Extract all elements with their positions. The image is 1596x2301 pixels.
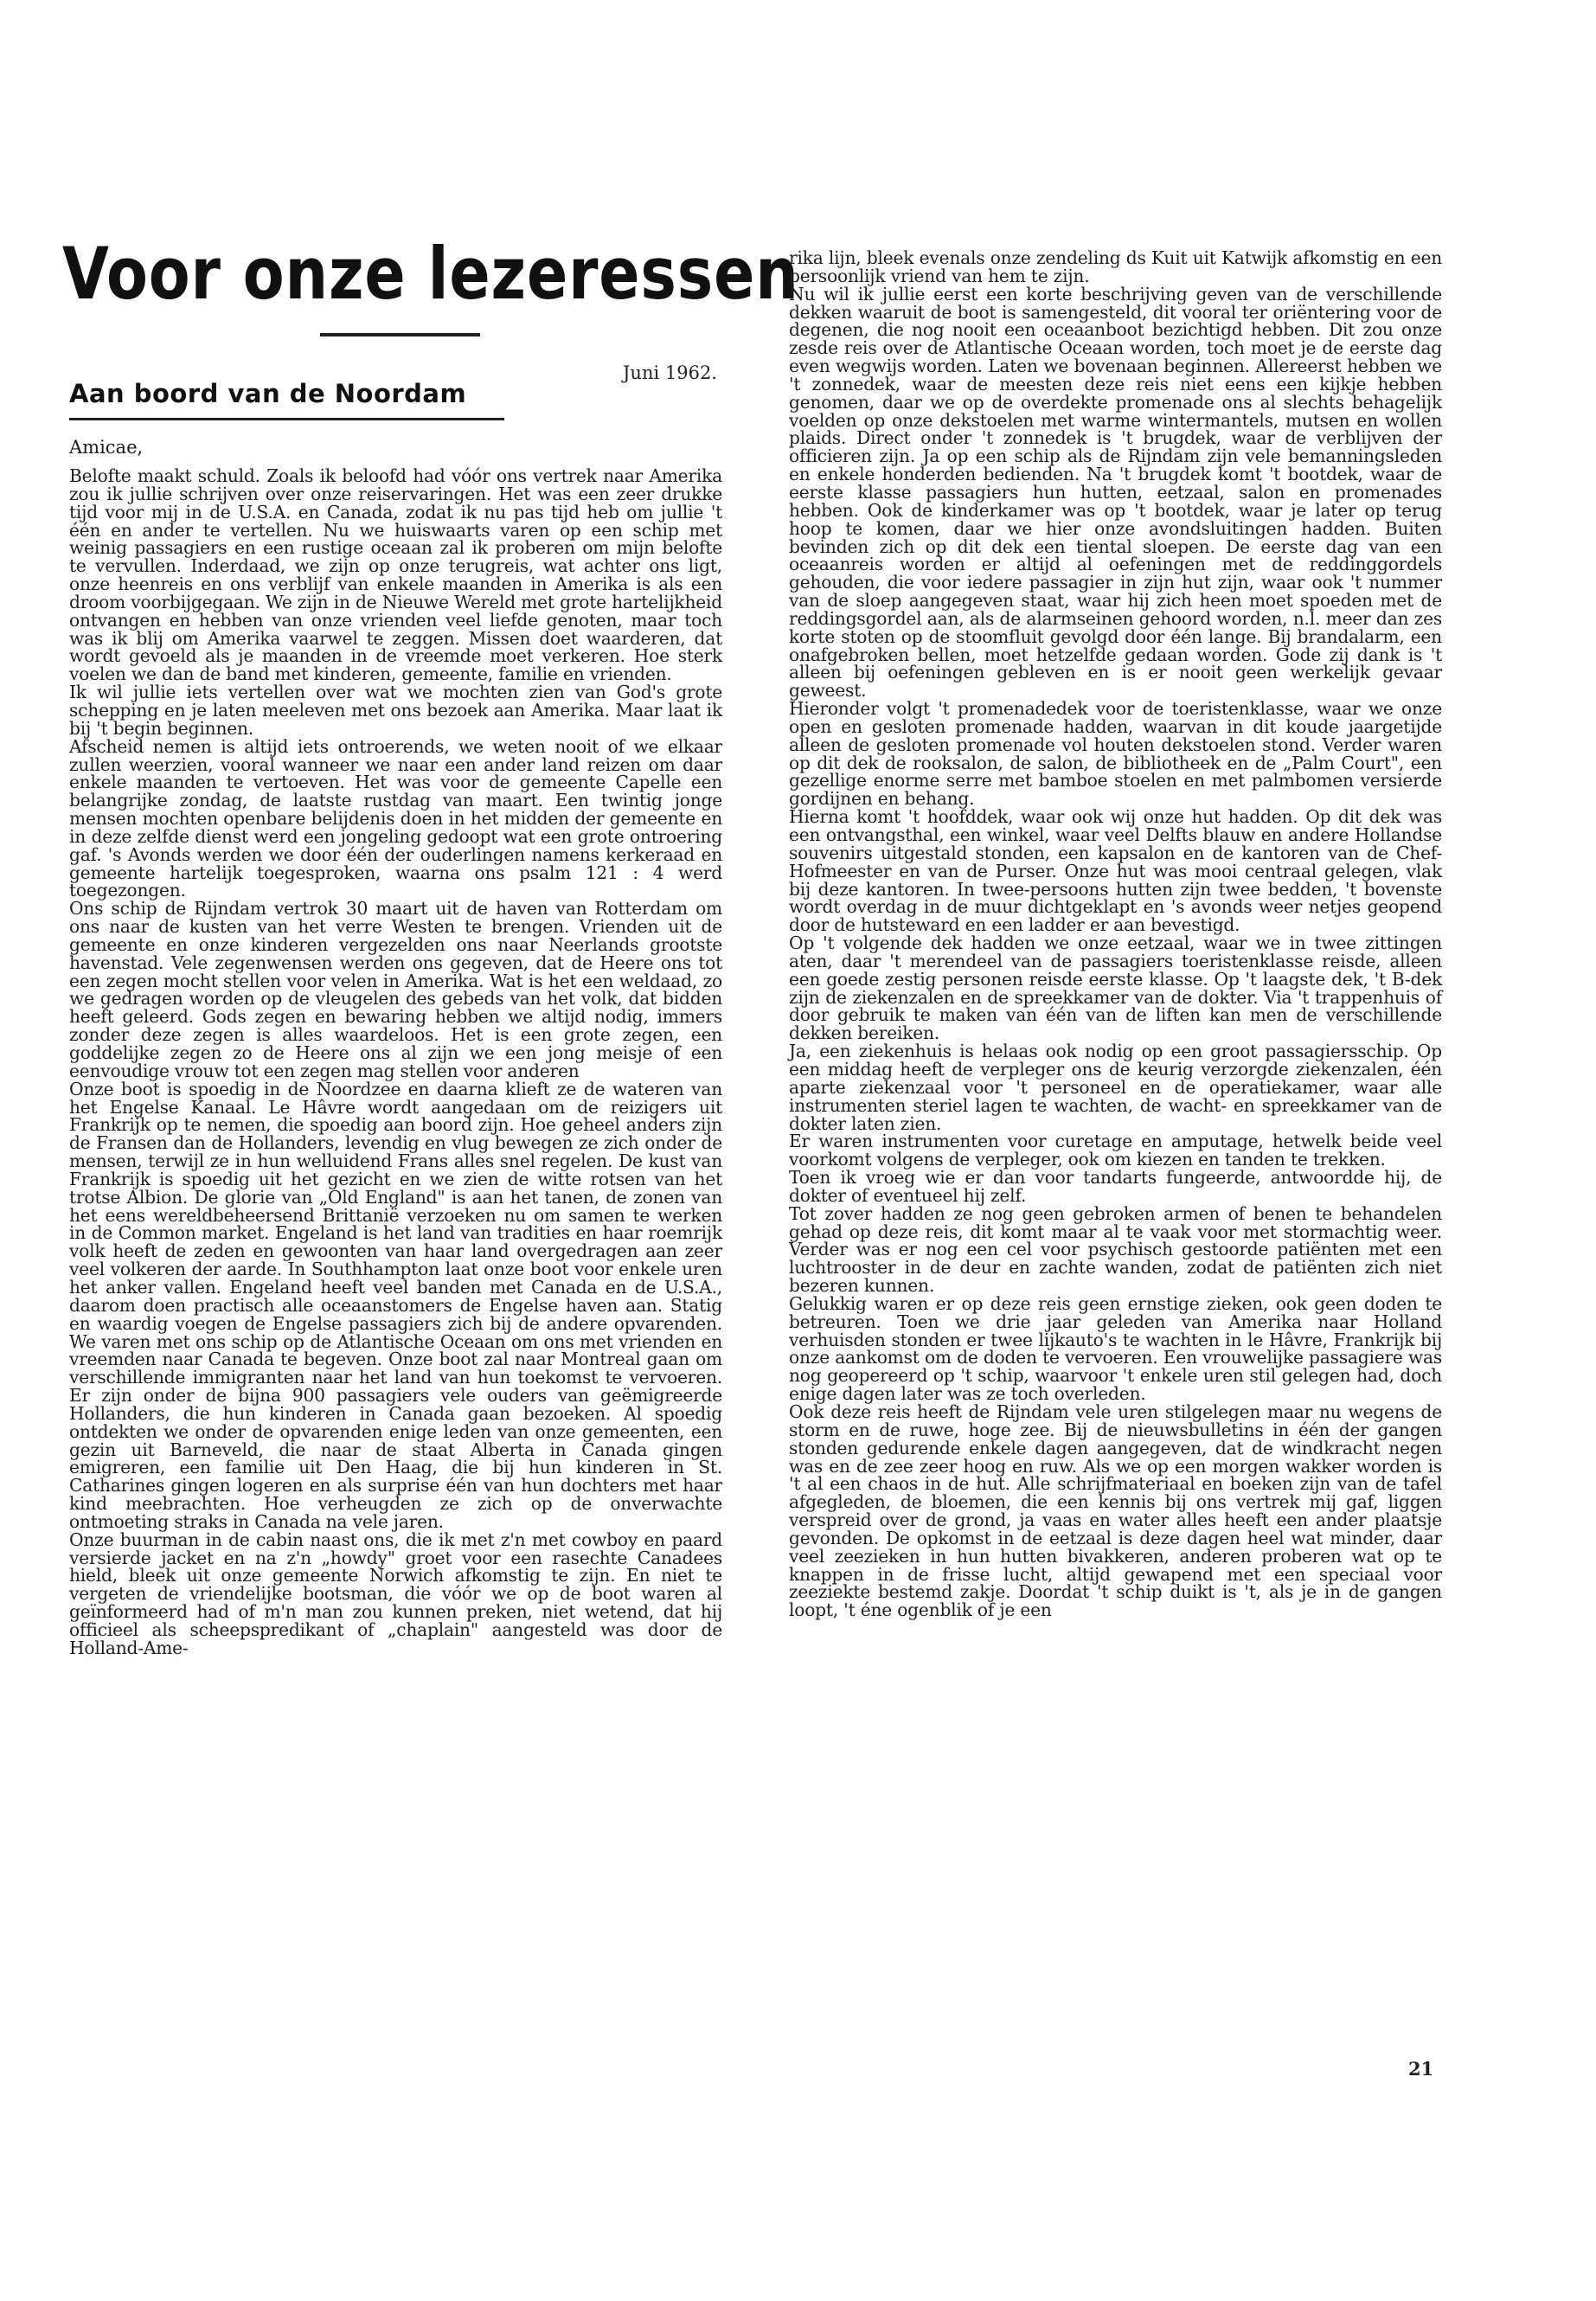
page-number: 21: [1408, 2058, 1434, 2080]
article-subtitle: Aan boord van de Noordam: [69, 379, 467, 408]
paragraph: Onze boot is spoedig in de Noordzee en daarna klieft ze de wateren van het Engelse Kanaal. Le Hâvre wordt aangedaan om de reizigers uit Frankrijk op te nemen, die spoedig aan boord zijn. Hoe geheel anders zijn de Fransen dan de Hollanders, levendig en vlug bewegen ze zich onder de mensen, terwijl ze in hun welluidend Frans alles snel regelen. De kust van Frankrijk is spoedig uit het gezicht en we zien de witte rotsen van het trotse Albion. De glorie van „Old England" is aan het tanen, de zonen van het eens wereldbeheersend Brittanië verzoeken nu om samen te werken in de Common market. Engeland is het land van tradities en haar roemrijk volk heeft de zeden en gewoonten van haar land overgedragen aan zeer veel volkeren der aarde. In Southhampton laat onze boot voor enkele uren het anker vallen. Engeland heeft veel banden met Canada en de U.S.A., daarom doen practisch alle oceaanstomers de Engelse haven aan. Statig en waardig voegen de Engelse passagiers zich bij de andere opvarenden. We varen met ons schip op de Atlantische Oceaan om ons met vrienden en vreemden naar Canada te begeven. Onze boot zal naar Montreal gaan om verschillende immigranten naar het land van hun toekomst te vervoeren. Er zijn onder de bijna 900 passagiers vele ouders van geëmigreerde Hollanders, die hun kinderen in Canada gaan bezoeken. Al spoedig ontdekten we onder de opvarenden enige leden van onze gemeenten, een gezin uit Barneveld, die naar de staat Alberta in Canada gingen emigreren, een familie uit Den Haag, die bij hun kinderen in St. Catharines gingen logeren en als surprise één van hun dochters met haar kind meebrachten. Hoe verheugden ze zich op de onverwachte ontmoeting straks in Canada na vele jaren.: [69, 1078, 722, 1532]
paragraph: Toen ik vroeg wie er dan voor tandarts fungeerde, antwoordde hij, de dokter of eventueel hij zelf.: [789, 1167, 1442, 1206]
paragraph: Tot zover hadden ze nog geen gebroken armen of benen te behandelen gehad op deze reis, dit komt maar al te vaak voor met stormachtig weer. Verder was er nog een cel voor psychisch gestoorde patiënten met een luchtrooster in de deur en zachte wanden, zodat de patiënten zich niet bezeren kunnen.: [789, 1202, 1442, 1297]
title-divider: [320, 333, 480, 336]
paragraph: Hierna komt 't hoofddek, waar ook wij onze hut hadden. Op dit dek was een ontvangsthal, een winkel, waar veel Delfts blauw en andere Hollandse souvenirs uitgestald stonden, een kapsalon en de kantoren van de Chef-Hofmeester en van de Purser. Onze hut was mooi centraal gelegen, vlak bij deze kantoren. In twee-persoons hutten zijn twee bedden, 't bovenste wordt overdag in de muur dichtgeklapt en 's avonds weer netjes geopend door de hutsteward en een ladder er aan bevestigd.: [789, 806, 1442, 936]
paragraph: Afscheid nemen is altijd iets ontroerends, we weten nooit of we elkaar zullen weerzien, vooral wanneer we naar een ander land reizen om daar enkele maanden te vertoeven. Het was voor de gemeente Capelle een belangrijke zondag, de laatste rustdag van maart. Een twintig jonge mensen mochten openbare belijdenis doen in het midden der gemeente en in deze zelfde dienst werd een jongeling gedoopt wat een grote ontroering gaf. 's Avonds werden we door één der ouderlingen namens kerkeraad en gemeente hartelijk toegesproken, waarna ons psalm 121 : 4 werd toegezongen.: [69, 735, 722, 901]
right-column: [789, 249, 1442, 1619]
left-column: [69, 467, 722, 1657]
paragraph: Onze buurman in de cabin naast ons, die ik met z'n met cowboy en paard versierde jacket en na z'n „howdy" groet voor een rasechte Canadees hield, bleek uit onze gemeente Norwich afkomstig te zijn. En niet te vergeten de vriendelijke bootsman, die vóór we op de boot waren al geïnformeerd had of m'n man zou kunnen preken, niet wetend, dat hij officieel als scheepspredikant of „chaplain" aangesteld was door de Holland-Ame-: [69, 1529, 722, 1658]
paragraph: Ja, een ziekenhuis is helaas ook nodig op een groot passagiersschip. Op een middag heeft de verpleger ons de keurig verzorgde ziekenzalen, één aparte ziekenzaal voor 't personeel en de operatiekamer, waar alle instrumenten steriel lagen te wachten, de wacht- en spreekkamer van de dokter laten zien.: [789, 1041, 1442, 1134]
paragraph: Op 't volgende dek hadden we onze eetzaal, waar we in twee zittingen aten, daar 't merendeel van de passagiers toeristenklasse reisde, alleen een goede zestig personen reisde eerste klasse. Op 't laagste dek, 't B-dek zijn de ziekenzalen en de spreekkamer van de dokter. Via 't trappenhuis of door gebruik te maken van één van de liften kan men de verschillende dekken bereiken.: [789, 933, 1442, 1044]
paragraph: Ook deze reis heeft de Rijndam vele uren stilgelegen maar nu wegens de storm en de ruwe, hoge zee. Bij de nieuwsbulletins in één der gangen stonden gedurende enkele dagen aangegeven, dat de windkracht negen was en de zee zeer hoog en ruw. Als we op een morgen wakker worden is 't al een chaos in de hut. Alle schrijfmateriaal en boeken zijn van de tafel afgegleden, de bloemen, die een kennis bij ons vertrek mij gaf, liggen verspreid over de grond, ja vaas en water alles heeft een ander plaatsje gevonden. De opkomst in de eetzaal is deze dagen heel wat minder, daar veel zeezieken in hun hutten bivakkeren, anderen proberen wat op te knappen in de frisse lucht, altijd gewapend met een speciaal voor zeeziekte bestemd zakje. Doordat 't schip duikt is 't, als je in de gangen loopt, 't éne ogenblik of je een: [789, 1401, 1442, 1621]
paragraph: Er waren instrumenten voor curetage en amputage, hetwelk beide veel voorkomt volgens de verpleger, ook om kiezen en tanden te trekken.: [789, 1131, 1442, 1170]
paragraph: rika lijn, bleek evenals onze zendeling ds Kuit uit Katwijk afkomstig en een persoonlijk vriend van hem te zijn.: [789, 247, 1442, 286]
subtitle-underline: [69, 418, 504, 420]
paragraph: Nu wil ik jullie eerst een korte beschrijving geven van de verschillende dekken waaruit de boot is samengesteld, dit vooral ter oriëntering voor de degenen, die nog nooit een oceaanboot bezichtigd hebben. Dit zou onze zesde reis over de Atlantische Oceaan worden, toch moet je de eerste dag even wegwijs worden. Laten we bovenaan beginnen. Allereerst hebben we 't zonnedek, waar de meesten deze reis niet eens een kijkje hebben genomen, daar we op de overdekte promenade ons al slechts behagelijk voelden op onze dekstoelen met warme wintermantels, mutsen en wollen plaids. Direct onder 't zonnedek is 't brugdek, waar de verblijven der officieren zijn. Ja op een schip als de Rijndam zijn vele bemanningsleden en enkele honderden bedienden. Na 't brugdek komt 't bootdek, waar de eerste klasse passagiers hun hutten, eetzaal, salon en promenades hebben. Ook de kinderkamer was op 't bootdek, waar je later op terug hoop te komen, daar we hier onze avondsluitingen hadden. Buiten bevinden zich op dit dek een tiental sloepen. De eerste dag van een oceaanreis worden er altijd al oefeningen met de reddinggordels gehouden, die voor iedere passagier in zijn hut zijn, waar ook 't nummer van de sloep aangegeven staat, waar hij zich heen moet spoeden met de reddingsgordel aan, als de alarmseinen gehoord worden, n.l. meer dan zes korte stoten op de stoomfluit gevolgd door één lange. Bij brandalarm, een onafgebroken bellen, moet hetzelfde gedaan worden. Gode zij dank is 't alleen bij oefeningen gebleven en is er nooit geen werkelijk gevaar geweest.: [789, 283, 1442, 702]
paragraph: Ons schip de Rijndam vertrok 30 maart uit de haven van Rotterdam om ons naar de kusten van het verre Westen te brengen. Vrienden uit de gemeente en onze kinderen vergezelden ons naar Neerlands grootste havenstad. Vele zegenwensen werden ons gegeven, dat de Heere ons tot een zegen mocht stellen voor velen in Amerika. Wat is het een weldaad, zo we gedragen worden op de vleugelen des gebeds van het volk, dat bidden heeft geleerd. Gods zegen en bewaring hebben we altijd nodig, immers zonder deze zegen is alles waardeloos. Het is een grote zegen, een goddelijke zegen zo de Heere ons al zijn we een jong meisje of een eenvoudige vrouw tot een zegen mag stellen voor anderen: [69, 898, 722, 1081]
salutation: Amicae,: [69, 437, 144, 458]
article-date: Juni 1962.: [623, 362, 717, 383]
article-title: Voor onze lezeressen: [62, 232, 799, 316]
paragraph: Hieronder volgt 't promenadedek voor de toeristenklasse, waar we onze open en gesloten promenade hadden, waarvan in dit koude jaargetijde alleen de gesloten promenade vol houten dekstoelen stond. Verder waren op dit dek de rooksalon, de salon, de bibliotheek en de „Palm Court", een gezellige enorme serre met bamboe stoelen en met palmbomen versierde gordijnen en behang.: [789, 698, 1442, 810]
paragraph: Gelukkig waren er op deze reis geen ernstige zieken, ook geen doden te betreuren. Toen we drie jaar geleden van Amerika naar Holland verhuisden stonden er twee lijkauto's te wachten in le Hâvre, Frankrijk bij onze aankomst om de doden te vervoeren. Een vrouwelijke passagiere was nog geopereerd op 't schip, waarvoor 't enkele uren stil gelegen had, doch enige dagen later was ze toch overleden.: [789, 1292, 1442, 1405]
paragraph: Belofte maakt schuld. Zoals ik beloofd had vóór ons vertrek naar Amerika zou ik jullie schrijven over onze reiservaringen. Het was een zeer drukke tijd voor mij in de U.S.A. en Canada, zodat ik nu pas tijd heb om jullie 't één en ander te vertellen. Nu we huiswaarts varen op een schip met weinig passagiers en een rustige oceaan zal ik proberen om mijn belofte te vervullen. Inderdaad, we zijn op onze terugreis, wat achter ons ligt, onze heenreis en ons verblijf van enkele maanden in Amerika is als een droom voorbijgegaan. We zijn in de Nieuwe Wereld met grote hartelijkheid ontvangen en hebben van onze vrienden veel liefde genoten, maar toch was ik blij om Amerika vaarwel te zeggen. Missen doet waarderen, dat wordt gevoeld als je maanden in de vreemde moet verkeren. Hoe sterk voelen we dan de band met kinderen, gemeente, familie en vrienden.: [69, 465, 722, 685]
paragraph: Ik wil jullie iets vertellen over wat we mochten zien van God's grote schepping en je laten meeleven met ons bezoek aan Amerika. Maar laat ik bij 't begin beginnen.: [69, 682, 722, 739]
